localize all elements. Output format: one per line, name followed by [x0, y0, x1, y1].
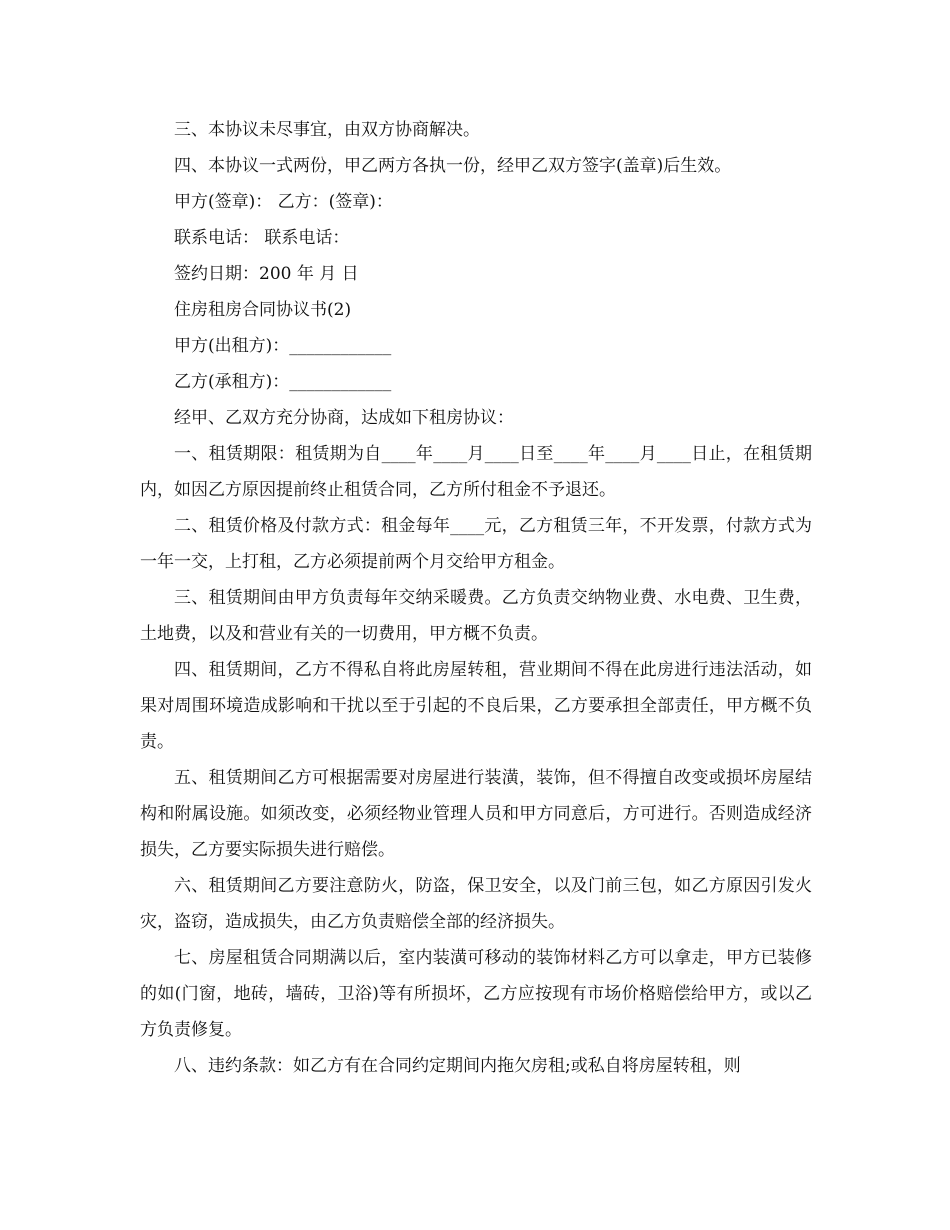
- clause-4: 四、租赁期间，乙方不得私自将此房屋转租，营业期间不得在此房进行违法活动，如果对周围环境造成影响和干扰以至于引起的不良后果，乙方要承担全部责任，甲方概不负责。: [140, 660, 812, 752]
- clause-7: 七、房屋租赁合同期满以后，室内装潢可移动的装饰材料乙方可以拿走，甲方已装修的如(门窗，地砖，墙砖，卫浴)等有所损坏，乙方应按现有市场价格赔偿给甲方，或以乙方负责修复。: [140, 948, 812, 1040]
- clause-3: 三、租赁期间由甲方负责每年交纳采暖费。乙方负责交纳物业费、水电费、卫生费，土地费，以及和营业有关的一切费用，甲方概不负责。: [140, 588, 812, 644]
- document-title: 住房租房合同协议书(2): [174, 300, 352, 320]
- clause-1: 一、租赁期限：租赁期为自____年____月____日至____年____月____日止，在租赁期内，如因乙方原因提前终止租赁合同，乙方所付租金不予退还。: [140, 444, 812, 500]
- document-body: [140, 112, 812, 1084]
- signature-line: 甲方(签章)： 乙方：(签章)：: [174, 192, 393, 212]
- date-line: 签约日期：200 年 月 日: [174, 264, 359, 284]
- text-line: 三、本协议未尽事宜，由双方协商解决。: [174, 120, 480, 140]
- clause-8: 八、违约条款：如乙方有在合同约定期间内拖欠房租;或私自将房屋转租，则: [174, 1056, 741, 1076]
- phone-line: 联系电话： 联系电话：: [174, 228, 350, 248]
- lessee-line: 乙方(承租方)：____________: [174, 372, 392, 392]
- preamble-line: 经甲、乙双方充分协商，达成如下租房协议：: [174, 408, 514, 428]
- lessor-line: 甲方(出租方)：____________: [174, 336, 392, 356]
- text-line: 四、本协议一式两份，甲乙两方各执一份，经甲乙双方签字(盖章)后生效。: [174, 156, 732, 176]
- clause-6: 六、租赁期间乙方要注意防火，防盗，保卫安全，以及门前三包，如乙方原因引发火灾，盗窃，造成损失，由乙方负责赔偿全部的经济损失。: [140, 876, 812, 932]
- clause-2: 二、租赁价格及付款方式：租金每年____元，乙方租赁三年，不开发票，付款方式为一年一交，上打租，乙方必须提前两个月交给甲方租金。: [140, 516, 812, 572]
- clause-5: 五、租赁期间乙方可根据需要对房屋进行装潢，装饰，但不得擅自改变或损坏房屋结构和附属设施。如须改变，必须经物业管理人员和甲方同意后，方可进行。否则造成经济损失，乙方要实际损失进行赔偿。: [140, 768, 812, 860]
